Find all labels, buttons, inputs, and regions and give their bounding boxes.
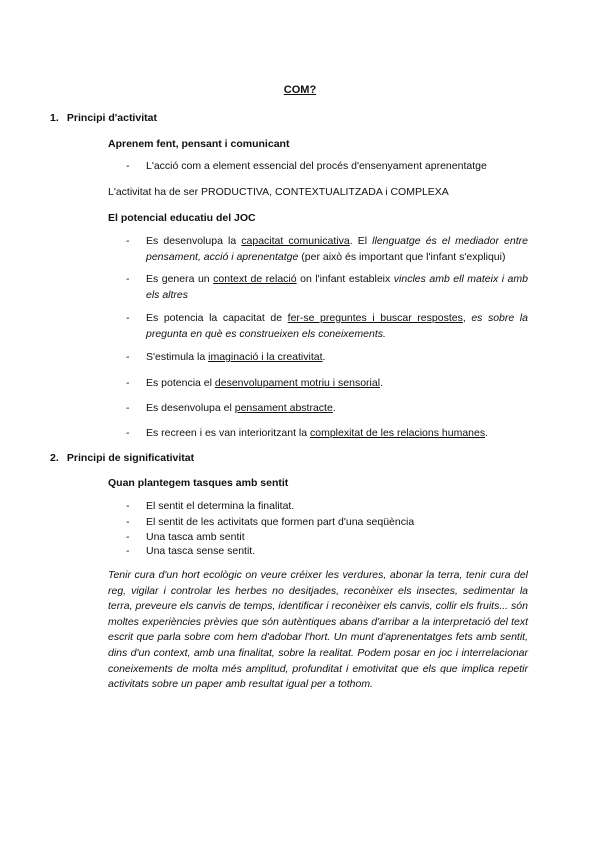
section-1-subheading: Aprenem fent, pensant i comunicant	[108, 138, 290, 150]
list-item: - El sentit el determina la finalitat.	[126, 500, 295, 512]
joc-heading: El potencial educatiu del JOC	[108, 212, 256, 224]
joc-item-6: - Es desenvolupa el pensament abstracte.	[126, 402, 336, 414]
section-2-title: Principi de significativitat	[66, 452, 195, 464]
joc-item-1: - Es desenvolupa la capacitat comunicativa. El llenguatge és el mediador entre pensament, acció i aprenentatge (per això és important que l'infant s'expliqui)	[126, 235, 528, 263]
bullet-dash: -	[126, 427, 130, 439]
bullet-dash: -	[126, 160, 130, 172]
page-title: COM?	[283, 84, 317, 96]
joc-item-3: - Es potencia la capacitat de fer-se preguntes i buscar respostes, es sobre la pregunta en què es construeixen els coneixements.	[126, 312, 528, 340]
joc-item-2: - Es genera un context de relació on l'infant estableix vincles amb ell mateix i amb els altres	[126, 273, 528, 301]
list-item	[126, 158, 528, 174]
section-1-title: Principi d'activitat	[66, 112, 157, 124]
section-1-heading	[50, 110, 157, 126]
bullet-dash: -	[126, 312, 130, 324]
section-1-number: 1.	[50, 112, 59, 124]
bullet-dash: -	[126, 377, 130, 389]
joc-item-4: - S'estimula la imaginació i la creativitat.	[126, 351, 326, 363]
joc-item-5: - Es potencia el desenvolupament motriu i sensorial.	[126, 377, 383, 389]
bullet-dash: -	[126, 273, 130, 285]
bullet-dash: -	[126, 235, 130, 247]
bullet-dash: -	[126, 351, 130, 363]
section-2-subheading: Quan plantegem tasques amb sentit	[108, 477, 289, 489]
list-item: - Una tasca amb sentit	[126, 531, 245, 543]
joc-item-7: - Es recreen i es van interioritzant la complexitat de les relacions humanes.	[126, 427, 489, 439]
list-item-text: L'acció com a element essencial del procés d'ensenyament aprenentatge	[146, 160, 487, 172]
section-2-heading	[50, 450, 194, 466]
section-2-number: 2.	[50, 452, 59, 464]
activity-paragraph: L'activitat ha de ser PRODUCTIVA, CONTEXTUALITZADA i COMPLEXA	[108, 186, 449, 198]
bullet-dash: -	[126, 402, 130, 414]
list-item: - Una tasca sense sentit.	[126, 545, 256, 557]
example-paragraph: Tenir cura d'un hort ecològic on veure créixer les verdures, abonar la terra, tenir cura del reg, vigilar i controlar les herbes no desitjades, reconèixer els insectes, sedimentar la terra, preveure els canvis de temps, identificar i reconèixer els canvis, collir els fruits... són moltes experiències prèvies que són autèntiques abans d'arribar a la interpretació del text escrit que parla sobre com hem d'adobar l'hort. Un munt d'aprenentatges fets amb sentit, dins d'un context, amb una finalitat, sobre la realitat. Podem posar en joc i interrelacionar coneixements de molta més amplitud, profunditat i emotivitat que els que implica repetir activitats sobre un paper amb resultat igual per a tothom.	[108, 569, 528, 691]
list-item: - El sentit de les activitats que formen part d'una seqüència	[126, 516, 415, 528]
